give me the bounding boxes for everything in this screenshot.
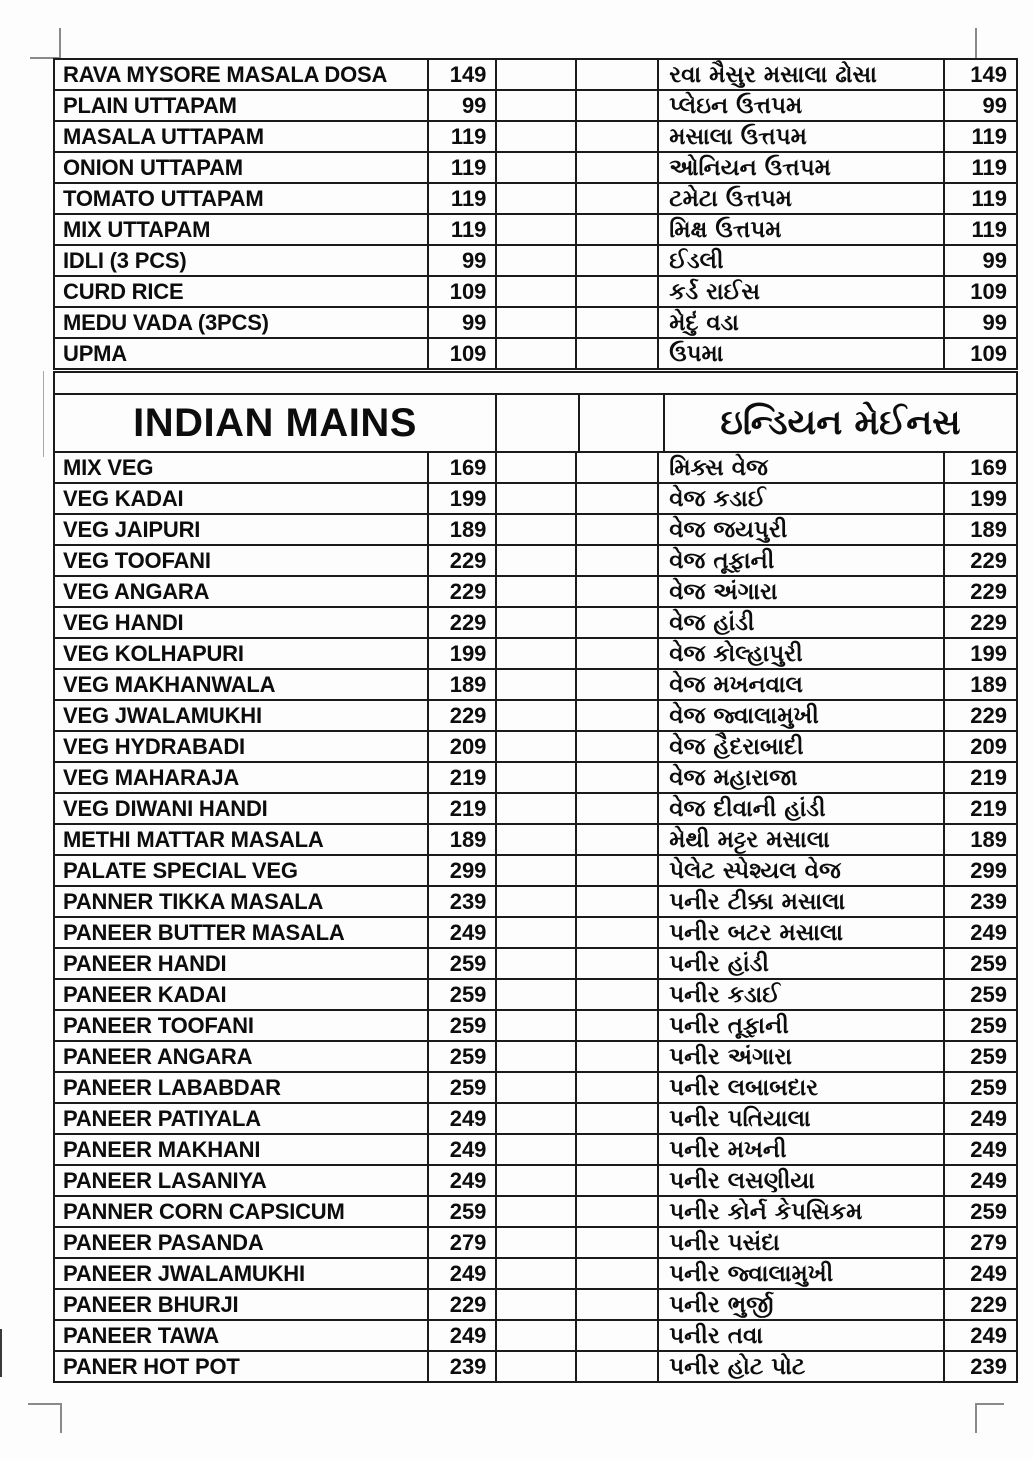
item-name-en: MASALA UTTAPAM <box>63 123 264 149</box>
spacer-cell <box>495 395 578 451</box>
spacer-cell <box>575 670 657 699</box>
item-name-en: PANEER PATIYALA <box>63 1105 261 1131</box>
item-name-en: PANEER MAKHANI <box>63 1136 261 1162</box>
item-price-gu: 279 <box>943 1228 1016 1257</box>
item-name-gu: કર્ડ રાઈસ <box>657 277 943 306</box>
item-price-gu: 189 <box>943 825 1016 854</box>
menu-row <box>55 89 1016 120</box>
item-name-en: PANEER BUTTER MASALA <box>63 919 345 945</box>
menu-row <box>55 451 1016 482</box>
item-price-en: 259 <box>427 1197 496 1226</box>
crop-mark-bottom-right-v <box>975 1403 977 1433</box>
item-price-en: 259 <box>427 1011 496 1040</box>
item-price-en: 249 <box>427 1259 496 1288</box>
section-header-row <box>55 393 1016 451</box>
spacer-cell <box>575 339 657 368</box>
item-name-gu: પનીર તવા <box>657 1321 943 1350</box>
item-name-gu: વેજ મહારાજા <box>657 763 943 792</box>
item-price-en: 99 <box>427 308 496 337</box>
item-price-gu: 199 <box>943 639 1016 668</box>
section-title-en: INDIAN MAINS <box>133 400 417 445</box>
item-name-en: MIX UTTAPAM <box>63 216 211 242</box>
item-price-en: 209 <box>427 732 496 761</box>
item-name-gu: પનીર પસંદા <box>657 1228 943 1257</box>
item-price-en: 99 <box>427 91 496 120</box>
menu-row <box>55 699 1016 730</box>
item-price-gu: 219 <box>943 763 1016 792</box>
item-name-gu: મિક્ષ ઉત્તપમ <box>657 215 943 244</box>
item-price-en: 249 <box>427 1321 496 1350</box>
spacer-cell <box>495 701 575 730</box>
item-price-gu: 259 <box>943 1073 1016 1102</box>
item-price-gu: 189 <box>943 670 1016 699</box>
spacer-cell <box>575 60 657 89</box>
spacer-cell <box>575 825 657 854</box>
item-name-gu: રવા મૈસુર મસાલા ઢોસા <box>657 60 943 89</box>
spacer-cell <box>575 980 657 1009</box>
spacer-cell <box>495 1135 575 1164</box>
spacer-cell <box>495 1104 575 1133</box>
item-price-en: 149 <box>427 60 496 89</box>
spacer-cell <box>495 980 575 1009</box>
spacer-cell <box>575 701 657 730</box>
item-name-en: UPMA <box>63 340 127 366</box>
spacer-cell <box>495 763 575 792</box>
crop-mark-bottom-right-h <box>976 1403 1004 1405</box>
item-price-gu: 249 <box>943 1104 1016 1133</box>
item-price-en: 109 <box>427 277 496 306</box>
item-name-gu: પ્લેઇન ઉત્તપમ <box>657 91 943 120</box>
item-price-en: 229 <box>427 577 496 606</box>
menu-row <box>55 575 1016 606</box>
spacer-cell <box>575 732 657 761</box>
spacer-cell <box>495 1073 575 1102</box>
menu-row <box>55 606 1016 637</box>
item-name-gu: વેજ દીવાની હાંડી <box>657 794 943 823</box>
spacer-cell <box>578 395 663 451</box>
menu-row <box>55 792 1016 823</box>
menu-row <box>55 1319 1016 1350</box>
menu-row <box>55 1350 1016 1381</box>
spacer-cell <box>575 1197 657 1226</box>
spacer-cell <box>575 546 657 575</box>
item-price-en: 109 <box>427 339 496 368</box>
item-name-gu: પનીર કોર્ન કેપસિકમ <box>657 1197 943 1226</box>
menu-row <box>55 1164 1016 1195</box>
item-name-gu: વેજ તૂફાની <box>657 546 943 575</box>
item-price-gu: 239 <box>943 1352 1016 1381</box>
item-price-gu: 259 <box>943 1197 1016 1226</box>
spacer-cell <box>575 184 657 213</box>
item-price-gu: 249 <box>943 1259 1016 1288</box>
spacer-cell <box>495 794 575 823</box>
item-price-gu: 109 <box>943 339 1016 368</box>
item-name-gu: વેજ મખનવાલ <box>657 670 943 699</box>
item-name-gu: પનીર હોટ પોટ <box>657 1352 943 1381</box>
menu-table-indian-mains <box>53 371 1018 1383</box>
menu-row <box>55 482 1016 513</box>
item-name-gu: પનીર લબાબદાર <box>657 1073 943 1102</box>
item-price-en: 259 <box>427 980 496 1009</box>
item-price-en: 229 <box>427 608 496 637</box>
spacer-cell <box>495 308 575 337</box>
item-name-gu: ઈડલી <box>657 246 943 275</box>
item-price-en: 169 <box>427 453 496 482</box>
menu-row <box>55 1195 1016 1226</box>
spacer-cell <box>575 577 657 606</box>
menu-row <box>55 337 1016 368</box>
spacer-cell <box>575 1166 657 1195</box>
item-price-en: 229 <box>427 701 496 730</box>
spacer-cell <box>495 1290 575 1319</box>
spacer-cell <box>495 122 575 151</box>
item-price-gu: 229 <box>943 608 1016 637</box>
item-price-gu: 99 <box>943 308 1016 337</box>
item-price-gu: 119 <box>943 153 1016 182</box>
spacer-cell <box>495 60 575 89</box>
menu-row <box>55 823 1016 854</box>
item-price-gu: 119 <box>943 184 1016 213</box>
item-price-gu: 249 <box>943 1135 1016 1164</box>
item-name-en: CURD RICE <box>63 278 184 304</box>
item-price-en: 99 <box>427 246 496 275</box>
spacer-cell <box>495 484 575 513</box>
menu-row <box>55 668 1016 699</box>
item-price-en: 249 <box>427 1104 496 1133</box>
scan-edge-artifact <box>0 1329 2 1377</box>
item-price-en: 299 <box>427 856 496 885</box>
item-price-gu: 229 <box>943 546 1016 575</box>
item-name-gu: વેજ હૈદરાબાદી <box>657 732 943 761</box>
item-name-en: VEG TOOFANI <box>63 547 211 573</box>
item-price-gu: 249 <box>943 1321 1016 1350</box>
item-price-en: 259 <box>427 1042 496 1071</box>
spacer-cell <box>575 277 657 306</box>
spacer-cell <box>495 1352 575 1381</box>
item-price-gu: 119 <box>943 122 1016 151</box>
menu-row <box>55 182 1016 213</box>
spacer-cell <box>495 1259 575 1288</box>
menu-row <box>55 854 1016 885</box>
item-name-en: PANEER KADAI <box>63 981 227 1007</box>
item-price-gu: 259 <box>943 980 1016 1009</box>
menu-row <box>55 637 1016 668</box>
item-name-en: VEG KOLHAPURI <box>63 640 244 666</box>
item-name-en: VEG HYDRABADI <box>63 733 245 759</box>
menu-row <box>55 244 1016 275</box>
item-price-en: 219 <box>427 763 496 792</box>
item-name-en: METHI MATTAR MASALA <box>63 826 324 852</box>
item-name-gu: વેજ કોલ્હાપુરી <box>657 639 943 668</box>
item-name-en: VEG DIWANI HANDI <box>63 795 268 821</box>
menu-row <box>55 730 1016 761</box>
item-price-en: 119 <box>427 215 496 244</box>
spacer-cell <box>495 91 575 120</box>
menu-row <box>55 275 1016 306</box>
item-name-en: VEG HANDI <box>63 609 184 635</box>
menu-row <box>55 544 1016 575</box>
item-name-gu: વેજ અંગારા <box>657 577 943 606</box>
item-name-gu: પનીર ટીક્કા મસાલા <box>657 887 943 916</box>
menu-row <box>55 916 1016 947</box>
item-price-gu: 259 <box>943 1042 1016 1071</box>
scan-margin-line <box>43 371 44 457</box>
item-price-en: 229 <box>427 1290 496 1319</box>
item-price-gu: 259 <box>943 949 1016 978</box>
item-price-en: 249 <box>427 1135 496 1164</box>
item-name-en: TOMATO UTTAPAM <box>63 185 264 211</box>
spacer-row <box>55 373 1016 393</box>
item-name-en: VEG MAHARAJA <box>63 764 240 790</box>
item-price-en: 189 <box>427 825 496 854</box>
item-name-en: PANEER ANGARA <box>63 1043 253 1069</box>
item-name-en: ONION UTTAPAM <box>63 154 243 180</box>
item-price-en: 199 <box>427 639 496 668</box>
menu-table-section-1 <box>53 58 1018 370</box>
spacer-cell <box>495 1197 575 1226</box>
item-name-en: RAVA MYSORE MASALA DOSA <box>63 61 388 87</box>
spacer-cell <box>575 1135 657 1164</box>
spacer-cell <box>495 670 575 699</box>
item-price-gu: 119 <box>943 215 1016 244</box>
spacer-cell <box>495 453 575 482</box>
menu-row <box>55 1257 1016 1288</box>
menu-row <box>55 1071 1016 1102</box>
item-price-en: 229 <box>427 546 496 575</box>
crop-mark-bottom-left-h <box>28 1403 62 1405</box>
item-name-gu: ટમેટા ઉત્તપમ <box>657 184 943 213</box>
item-name-en: VEG ANGARA <box>63 578 210 604</box>
spacer-cell <box>495 1166 575 1195</box>
menu-row <box>55 1040 1016 1071</box>
spacer-cell <box>55 373 1016 393</box>
item-name-gu: પનીર જ્વાલામુખી <box>657 1259 943 1288</box>
spacer-cell <box>575 453 657 482</box>
menu-row <box>55 885 1016 916</box>
spacer-cell <box>575 1011 657 1040</box>
menu-row <box>55 120 1016 151</box>
section-title-gu: ઇન્ડિયન મેઈનસ <box>663 395 1016 451</box>
item-name-en: PANEER LASANIYA <box>63 1167 267 1193</box>
item-name-en: VEG JWALAMUKHI <box>63 702 262 728</box>
item-price-en: 249 <box>427 1166 496 1195</box>
item-price-gu: 229 <box>943 1290 1016 1319</box>
item-price-gu: 199 <box>943 484 1016 513</box>
spacer-cell <box>575 1321 657 1350</box>
menu-row <box>55 1226 1016 1257</box>
menu-row <box>55 1009 1016 1040</box>
item-name-en: PANNER CORN CAPSICUM <box>63 1198 345 1224</box>
spacer-cell <box>575 1352 657 1381</box>
item-name-en: VEG KADAI <box>63 485 184 511</box>
spacer-cell <box>495 1011 575 1040</box>
item-name-gu: પેલેટ સ્પેશ્યલ વેજ <box>657 856 943 885</box>
item-price-gu: 99 <box>943 91 1016 120</box>
spacer-cell <box>495 1042 575 1071</box>
spacer-cell <box>495 608 575 637</box>
spacer-cell <box>495 949 575 978</box>
item-name-en: PANEER PASANDA <box>63 1229 264 1255</box>
item-name-en: PANNER TIKKA MASALA <box>63 888 324 914</box>
spacer-cell <box>575 856 657 885</box>
item-name-gu: પનીર બટર મસાલા <box>657 918 943 947</box>
menu-row <box>55 978 1016 1009</box>
item-name-gu: મેદું વડા <box>657 308 943 337</box>
spacer-cell <box>575 608 657 637</box>
item-name-en: VEG JAIPURI <box>63 516 201 542</box>
item-name-en: PANEER HANDI <box>63 950 227 976</box>
spacer-cell <box>575 1042 657 1071</box>
item-name-gu: ઉપમા <box>657 339 943 368</box>
spacer-cell <box>575 1228 657 1257</box>
spacer-cell <box>575 484 657 513</box>
spacer-cell <box>495 515 575 544</box>
menu-row <box>55 947 1016 978</box>
item-name-en: PANEER LABABDAR <box>63 1074 281 1100</box>
item-price-gu: 229 <box>943 701 1016 730</box>
spacer-cell <box>575 215 657 244</box>
menu-row <box>55 1288 1016 1319</box>
item-name-en: MEDU VADA (3PCS) <box>63 309 269 335</box>
item-price-gu: 209 <box>943 732 1016 761</box>
spacer-cell <box>575 1104 657 1133</box>
menu-row <box>55 513 1016 544</box>
item-price-gu: 249 <box>943 1166 1016 1195</box>
spacer-cell <box>575 1073 657 1102</box>
item-price-en: 119 <box>427 153 496 182</box>
item-price-gu: 109 <box>943 277 1016 306</box>
crop-mark-bottom-left-v <box>60 1403 62 1433</box>
spacer-cell <box>495 1228 575 1257</box>
spacer-cell <box>495 339 575 368</box>
crop-mark-top-left-v <box>59 28 61 58</box>
item-name-en: PANEER TAWA <box>63 1322 219 1348</box>
item-price-en: 189 <box>427 670 496 699</box>
item-price-gu: 99 <box>943 246 1016 275</box>
item-price-en: 189 <box>427 515 496 544</box>
spacer-cell <box>495 887 575 916</box>
item-name-gu: પનીર ભુર્જી <box>657 1290 943 1319</box>
menu-row <box>55 60 1016 89</box>
spacer-cell <box>575 515 657 544</box>
spacer-cell <box>495 918 575 947</box>
spacer-cell <box>575 1290 657 1319</box>
spacer-cell <box>495 215 575 244</box>
item-name-gu: પનીર તૂફાની <box>657 1011 943 1040</box>
spacer-cell <box>495 153 575 182</box>
spacer-cell <box>575 794 657 823</box>
item-price-en: 249 <box>427 918 496 947</box>
item-price-gu: 239 <box>943 887 1016 916</box>
item-name-gu: પનીર કડાઈ <box>657 980 943 1009</box>
item-price-en: 259 <box>427 1073 496 1102</box>
spacer-cell <box>495 856 575 885</box>
item-name-en: PALATE SPECIAL VEG <box>63 857 298 883</box>
item-price-en: 199 <box>427 484 496 513</box>
crop-mark-top-right-v <box>975 28 977 58</box>
item-price-en: 219 <box>427 794 496 823</box>
spacer-cell <box>495 732 575 761</box>
item-price-gu: 219 <box>943 794 1016 823</box>
item-name-gu: પનીર લસણીયા <box>657 1166 943 1195</box>
spacer-cell <box>495 825 575 854</box>
item-price-gu: 169 <box>943 453 1016 482</box>
item-price-en: 239 <box>427 1352 496 1381</box>
item-name-gu: પનીર પતિયાલા <box>657 1104 943 1133</box>
item-price-en: 279 <box>427 1228 496 1257</box>
item-name-en: PANEER TOOFANI <box>63 1012 254 1038</box>
menu-row <box>55 213 1016 244</box>
item-price-en: 119 <box>427 122 496 151</box>
item-name-gu: મેથી મટ્ટર મસાલા <box>657 825 943 854</box>
spacer-cell <box>575 639 657 668</box>
item-name-gu: ઓનિયન ઉત્તપમ <box>657 153 943 182</box>
spacer-cell <box>575 949 657 978</box>
item-name-gu: વેજ જ્વાલામુખી <box>657 701 943 730</box>
spacer-cell <box>495 546 575 575</box>
item-price-gu: 189 <box>943 515 1016 544</box>
item-price-en: 239 <box>427 887 496 916</box>
item-name-en: PANEER JWALAMUKHI <box>63 1260 305 1286</box>
spacer-cell <box>495 577 575 606</box>
item-name-en: PANEER BHURJI <box>63 1291 239 1317</box>
spacer-cell <box>575 308 657 337</box>
spacer-cell <box>575 918 657 947</box>
item-name-gu: મસાલા ઉત્તપમ <box>657 122 943 151</box>
spacer-cell <box>495 1321 575 1350</box>
menu-row <box>55 761 1016 792</box>
item-name-gu: વેજ કડાઈ <box>657 484 943 513</box>
spacer-cell <box>495 639 575 668</box>
spacer-cell <box>575 153 657 182</box>
menu-row <box>55 306 1016 337</box>
item-name-gu: પનીર અંગારા <box>657 1042 943 1071</box>
spacer-cell <box>575 763 657 792</box>
spacer-cell <box>575 91 657 120</box>
menu-row <box>55 151 1016 182</box>
item-name-en: IDLI (3 PCS) <box>63 247 187 273</box>
item-price-en: 119 <box>427 184 496 213</box>
item-name-gu: વેજ હાંડી <box>657 608 943 637</box>
spacer-cell <box>495 246 575 275</box>
item-name-en: VEG MAKHANWALA <box>63 671 276 697</box>
item-price-gu: 259 <box>943 1011 1016 1040</box>
spacer-cell <box>575 246 657 275</box>
spacer-cell <box>495 277 575 306</box>
item-name-gu: મિક્સ વેજ <box>657 453 943 482</box>
item-name-en: MIX VEG <box>63 454 154 480</box>
item-price-en: 259 <box>427 949 496 978</box>
spacer-cell <box>575 1259 657 1288</box>
spacer-cell <box>575 122 657 151</box>
item-price-gu: 229 <box>943 577 1016 606</box>
item-name-gu: વેજ જયપુરી <box>657 515 943 544</box>
menu-row <box>55 1133 1016 1164</box>
item-price-gu: 299 <box>943 856 1016 885</box>
spacer-cell <box>575 887 657 916</box>
menu-row <box>55 1102 1016 1133</box>
item-name-en: PANER HOT POT <box>63 1353 240 1379</box>
item-price-gu: 149 <box>943 60 1016 89</box>
spacer-cell <box>495 184 575 213</box>
item-name-en: PLAIN UTTAPAM <box>63 92 237 118</box>
item-name-gu: પનીર હાંડી <box>657 949 943 978</box>
item-name-gu: પનીર મખની <box>657 1135 943 1164</box>
item-price-gu: 249 <box>943 918 1016 947</box>
